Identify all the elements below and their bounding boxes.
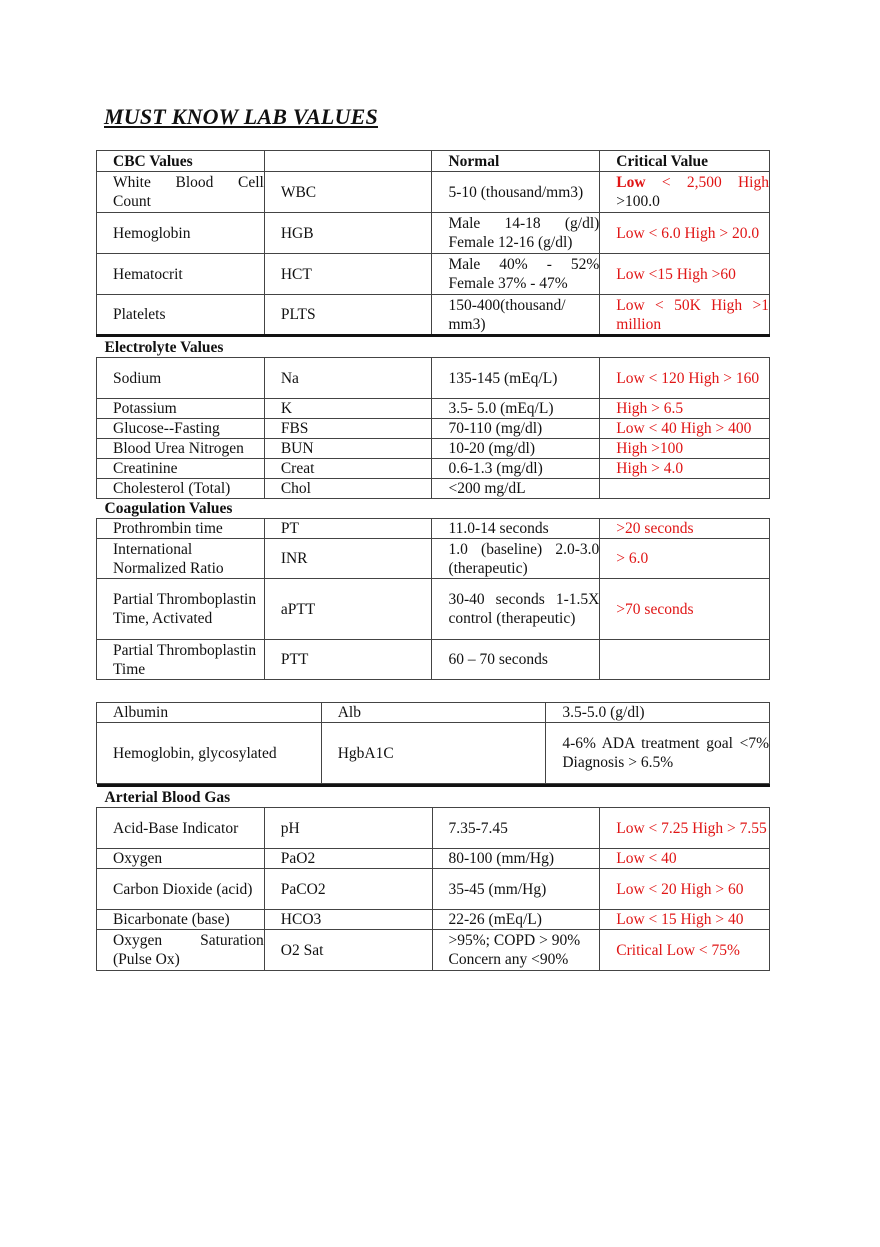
- normal-range: <200 mg/dL: [432, 479, 600, 499]
- normal-range: 150-400(thousand/ mm3): [432, 295, 600, 336]
- cbc-header-col1: CBC Values: [97, 151, 265, 172]
- critical-value: Low < 20 High > 60: [600, 869, 770, 910]
- test-abbr: HgbA1C: [321, 723, 546, 784]
- test-name: Sodium: [97, 358, 265, 399]
- table-row: [97, 869, 770, 910]
- critical-value: High > 4.0: [600, 459, 770, 479]
- critical-value: [600, 479, 770, 499]
- normal-range: >95%; COPD > 90% Concern any <90%: [432, 930, 600, 971]
- table-row: [97, 723, 770, 784]
- table-row: [97, 213, 770, 254]
- test-abbr: aPTT: [264, 579, 432, 640]
- test-abbr: PTT: [264, 640, 432, 680]
- normal-range: 5-10 (thousand/mm3): [432, 172, 600, 213]
- test-name: Albumin: [97, 703, 322, 723]
- page-title: MUST KNOW LAB VALUES: [104, 104, 378, 129]
- test-name: Oxygen Saturation (Pulse Ox): [97, 930, 265, 971]
- section-heading: Arterial Blood Gas: [97, 786, 770, 808]
- table-row: [97, 358, 770, 399]
- other-values-table: [96, 702, 770, 784]
- normal-range: 30-40 seconds 1-1.5X control (therapeutic): [432, 579, 600, 640]
- critical-value: Low <15 High >60: [600, 254, 770, 295]
- test-abbr: INR: [264, 539, 432, 579]
- test-abbr: HCT: [264, 254, 432, 295]
- section-heading: Electrolyte Values: [97, 336, 770, 358]
- test-abbr: Creat: [264, 459, 432, 479]
- critical-value: Low < 40 High > 400: [600, 419, 770, 439]
- table-row: [97, 399, 770, 419]
- critical-value: Low < 6.0 High > 20.0: [600, 213, 770, 254]
- critical-value: Critical Low < 75%: [600, 930, 770, 971]
- cbc-header-row: [97, 151, 770, 172]
- test-name: Prothrombin time: [97, 519, 265, 539]
- critical-value: High >100: [600, 439, 770, 459]
- test-name: Oxygen: [97, 849, 265, 869]
- normal-range: 7.35-7.45: [432, 808, 600, 849]
- table-row: [97, 910, 770, 930]
- test-name: Glucose--Fasting: [97, 419, 265, 439]
- test-name: White Blood Cell Count: [97, 172, 265, 213]
- normal-range: 60 – 70 seconds: [432, 640, 600, 680]
- table-row: [97, 519, 770, 539]
- critical-value: Low < 50K High >1 million: [600, 295, 770, 336]
- table-row: [97, 930, 770, 971]
- test-name: Cholesterol (Total): [97, 479, 265, 499]
- normal-range: 70-110 (mg/dl): [432, 419, 600, 439]
- critical-value: >20 seconds: [600, 519, 770, 539]
- test-abbr: PLTS: [264, 295, 432, 336]
- normal-range: 1.0 (baseline) 2.0-3.0 (therapeutic): [432, 539, 600, 579]
- section-header-row: [97, 499, 770, 519]
- test-name: Partial Thromboplastin Time: [97, 640, 265, 680]
- normal-range: 0.6-1.3 (mg/dl): [432, 459, 600, 479]
- test-abbr: O2 Sat: [264, 930, 432, 971]
- test-name: Hemoglobin: [97, 213, 265, 254]
- test-abbr: HCO3: [264, 910, 432, 930]
- table-row: [97, 295, 770, 336]
- critical-value: [600, 640, 770, 680]
- table-row: [97, 172, 770, 213]
- table-row: [97, 419, 770, 439]
- test-name: Partial Thromboplastin Time, Activated: [97, 579, 265, 640]
- test-name: Hematocrit: [97, 254, 265, 295]
- section-heading: Coagulation Values: [97, 499, 770, 519]
- test-name: Bicarbonate (base): [97, 910, 265, 930]
- normal-range: 3.5-5.0 (g/dl): [546, 703, 770, 723]
- table-row: [97, 439, 770, 459]
- test-name: Creatinine: [97, 459, 265, 479]
- test-abbr: PT: [264, 519, 432, 539]
- test-abbr: Chol: [264, 479, 432, 499]
- critical-value: Low < 40: [600, 849, 770, 869]
- normal-range: 3.5- 5.0 (mEq/L): [432, 399, 600, 419]
- test-abbr: PaCO2: [264, 869, 432, 910]
- table-row: [97, 703, 770, 723]
- cbc-header-col2: [264, 151, 432, 172]
- table-row: [97, 640, 770, 680]
- critical-value: Low < 15 High > 40: [600, 910, 770, 930]
- normal-range: 35-45 (mm/Hg): [432, 869, 600, 910]
- cbc-header-normal: Normal: [432, 151, 600, 172]
- test-name: Potassium: [97, 399, 265, 419]
- test-abbr: K: [264, 399, 432, 419]
- critical-value: High > 6.5: [600, 399, 770, 419]
- table-row: [97, 254, 770, 295]
- table-row: [97, 849, 770, 869]
- normal-range: Male 14-18 (g/dl) Female 12-16 (g/dl): [432, 213, 600, 254]
- test-name: Hemoglobin, glycosylated: [97, 723, 322, 784]
- critical-value: >70 seconds: [600, 579, 770, 640]
- table-row: [97, 579, 770, 640]
- test-abbr: HGB: [264, 213, 432, 254]
- test-name: Carbon Dioxide (acid): [97, 869, 265, 910]
- test-abbr: pH: [264, 808, 432, 849]
- test-name: Platelets: [97, 295, 265, 336]
- normal-range: 4-6% ADA treatment goal <7% Diagnosis > 6.5%: [546, 723, 770, 784]
- test-abbr: PaO2: [264, 849, 432, 869]
- test-abbr: WBC: [264, 172, 432, 213]
- abg-table: [96, 784, 770, 971]
- test-name: International Normalized Ratio: [97, 539, 265, 579]
- normal-range: 135-145 (mEq/L): [432, 358, 600, 399]
- test-name: Acid-Base Indicator: [97, 808, 265, 849]
- critical-value: Low < 2,500 High >100.0: [600, 172, 770, 213]
- normal-range: Male 40% - 52% Female 37% - 47%: [432, 254, 600, 295]
- section-header-row: [97, 336, 770, 358]
- normal-range: 22-26 (mEq/L): [432, 910, 600, 930]
- test-name: Blood Urea Nitrogen: [97, 439, 265, 459]
- critical-value: Low < 120 High > 160: [600, 358, 770, 399]
- test-abbr: BUN: [264, 439, 432, 459]
- critical-value: Low < 7.25 High > 7.55: [600, 808, 770, 849]
- table-row: [97, 539, 770, 579]
- test-abbr: FBS: [264, 419, 432, 439]
- critical-value: > 6.0: [600, 539, 770, 579]
- lab-values-table: [96, 150, 770, 680]
- section-header-row: [97, 786, 770, 808]
- normal-range: 11.0-14 seconds: [432, 519, 600, 539]
- normal-range: 80-100 (mm/Hg): [432, 849, 600, 869]
- table-row: [97, 808, 770, 849]
- table-row: [97, 459, 770, 479]
- table-row: [97, 479, 770, 499]
- normal-range: 10-20 (mg/dl): [432, 439, 600, 459]
- test-abbr: Na: [264, 358, 432, 399]
- test-abbr: Alb: [321, 703, 546, 723]
- cbc-header-critical: Critical Value: [600, 151, 770, 172]
